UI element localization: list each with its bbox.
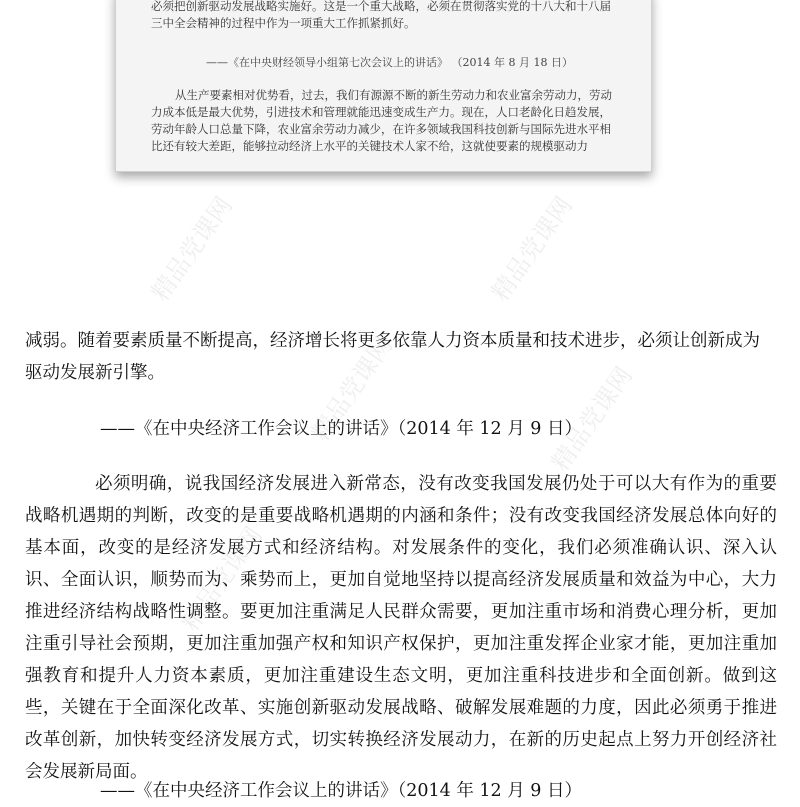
citation-1: ——《在中央经济工作会议上的讲话》（2014 年 12 月 9 日） bbox=[100, 419, 583, 439]
body-paragraph-2: 必须明确，说我国经济发展进入新常态，没有改变我国发展仍处于可以大有作为的重要战略机遇期的判断，改变的是重要战略机遇期的内涵和条件；没有改变我国经济发展总体向好的基本面，改变的是经济发展方式和经济结构。对发展条件的变化，我们必须准确认识、深入认识、全面认识，顺势而为、乘势而上，更加自觉地坚持以提高经济发展质量和效益为中心，大力推进经济结构战略性调整。要更加注重满足人民群众需要，更加注重市场和消费心理分析，更加注重引导社会预期，更加注重加强产权和知识产权保护，更加注重发挥企业家才能，更加注重加强教育和提升人力资本素质，更加注重建设生态文明，更加注重科技进步和全面创新。做到这些，关键在于全面深化改革、实施创新驱动发展战略、破解发展难题的力度，因此必须勇于推进改革创新，加快转变经济发展方式，切实转换经济发展动力，在新的历史起点上努力开创经济社会发展新局面。 bbox=[25, 474, 777, 782]
watermark: 精品党课网 bbox=[146, 191, 238, 307]
watermark: 精品党课网 bbox=[486, 191, 578, 307]
body-paragraph-1: 减弱。随着要素质量不断提高，经济增长将更多依靠人力资本质量和技术进步，必须让创新成为驱动发展新引擎。 bbox=[25, 331, 760, 383]
watermark: 精品党课网 bbox=[306, 331, 398, 447]
watermark: 精品党课网 bbox=[176, 521, 268, 637]
card-paragraph-2: 从生产要素相对优势看，过去，我们有源源不断的新生劳动力和农业富余劳动力，劳动力成本低是最大优势，引进技术和管理就能迅速变成生产力。现在，人口老龄化日趋发展，劳动年龄人口总量下降，农业富余劳动力减少，在许多领域我国科技创新与国际先进水平相比还有较大差距，能够拉动经济上水平的关键技术人家不给，这就使要素的规模驱动力 bbox=[151, 88, 612, 153]
citation-2: ——《在中央经济工作会议上的讲话》（2014 年 12 月 9 日） bbox=[100, 781, 583, 801]
card-paragraph-1: 必须把创新驱动发展战略实施好。这是一个重大战略，必须在贯彻落实党的十八大和十八届三中全会精神的过程中作为一项重大工作抓紧抓好。 bbox=[151, 0, 611, 30]
quote-card-image bbox=[115, 0, 652, 172]
watermark: 精品党课网 bbox=[546, 361, 638, 477]
card-citation: ——《在中央财经领导小组第七次会议上的讲话》 （2014 年 8 月 18 日） bbox=[206, 56, 573, 69]
